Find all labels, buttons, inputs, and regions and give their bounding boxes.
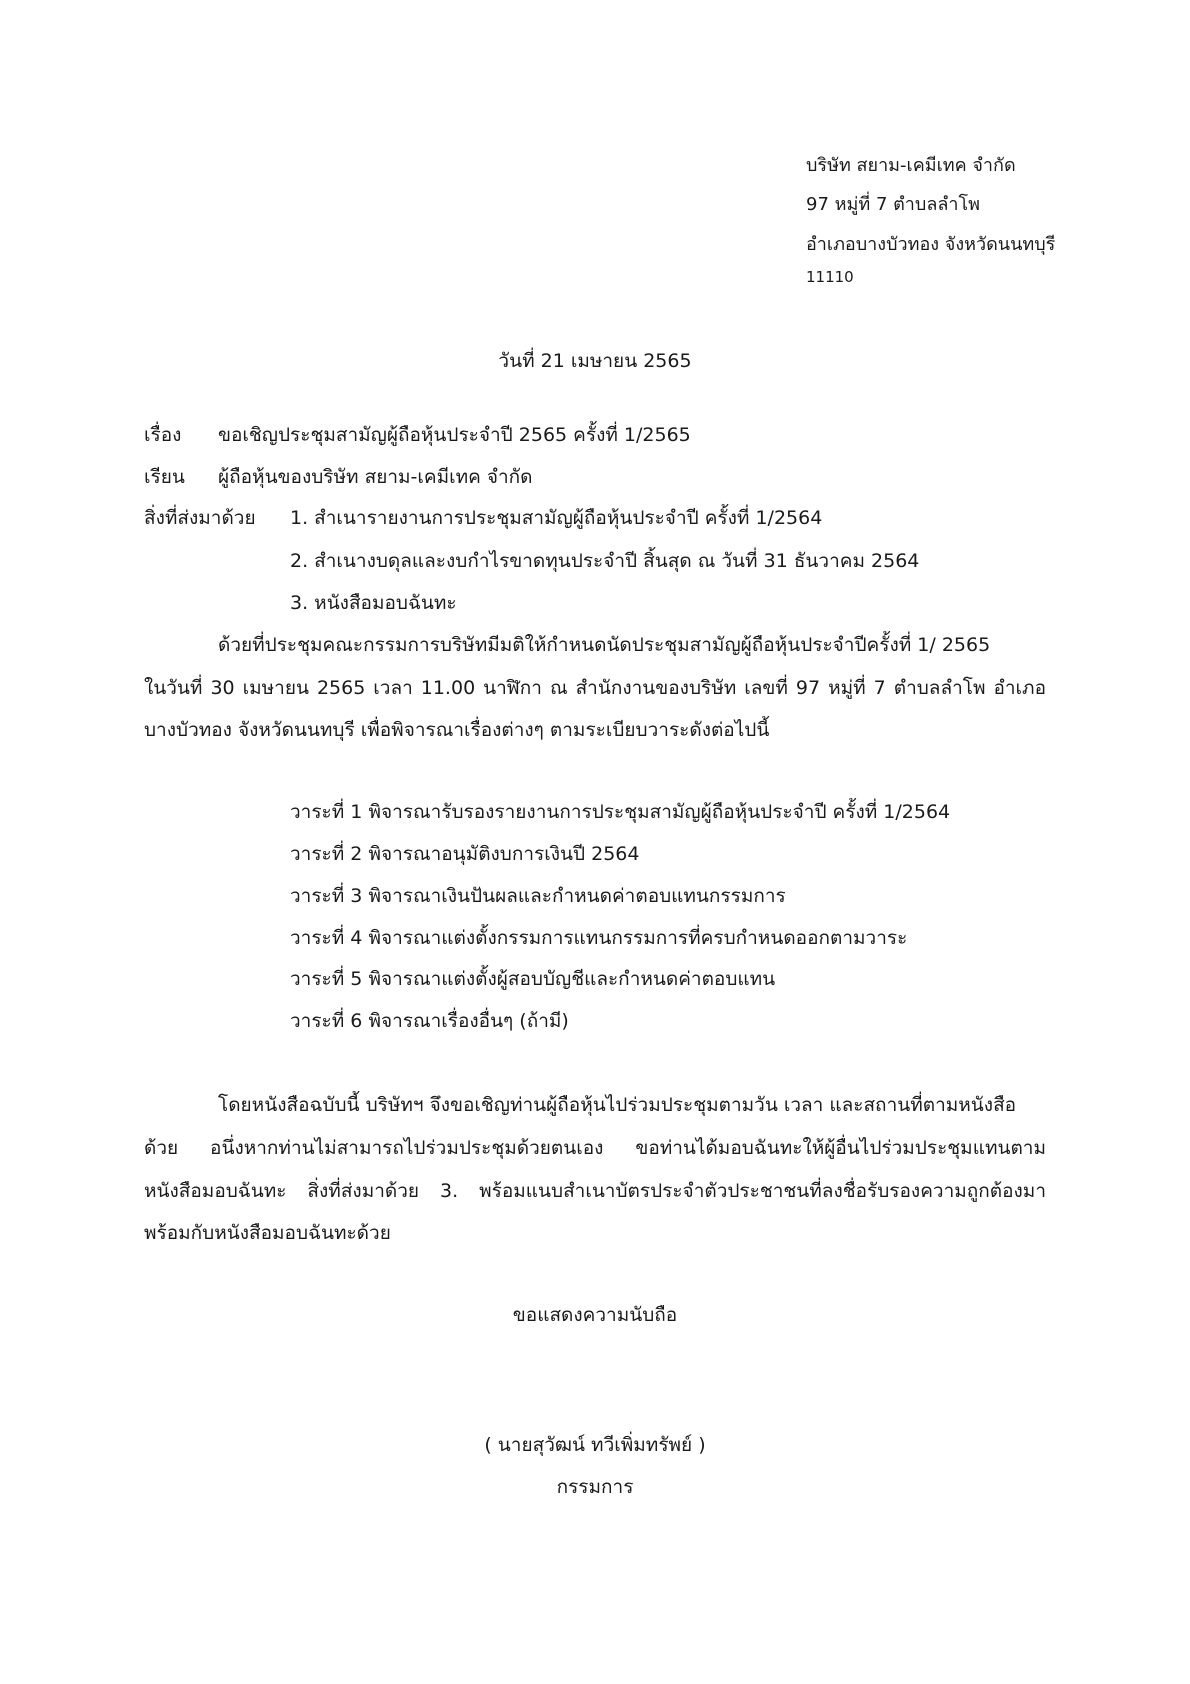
sender-address-line2: อำเภอบางบัวทอง จังหวัดนนทบุรี bbox=[806, 234, 1056, 255]
closing-line-1: โดยหนังสือฉบับนี้ บริษัทฯ จึงขอเชิญท่านผู้ถือหุ้นไปร่วมประชุมตามวัน เวลา และสถานที่ตามหนังสือ bbox=[218, 1094, 1017, 1116]
intro-line-2: ในวันที่ 30 เมษายน 2565 เวลา 11.00 นาฬิกา ณ สำนักงานของบริษัท เลขที่ 97 หมู่ที่ 7 ตำบลลำโพ อำเภอ bbox=[144, 677, 1046, 699]
agenda-item: วาระที่ 1 พิจารณารับรองรายงานการประชุมสามัญผู้ถือหุ้นประจำปี ครั้งที่ 1/2564 bbox=[290, 801, 951, 823]
closing-line-2: ด้วย อนึ่งหากท่านไม่สามารถไปร่วมประชุมด้วยตนเอง ขอท่านได้มอบฉันทะให้ผู้อื่นไปร่วมประชุมแทนตาม bbox=[144, 1137, 1046, 1159]
agenda-item: วาระที่ 4 พิจารณาแต่งตั้งกรรมการแทนกรรมการที่ครบกำหนดออกตามวาระ bbox=[290, 927, 908, 949]
enclosure-item: 2. สำเนางบดุลและงบกำไรขาดทุนประจำปี สิ้นสุด ณ วันที่ 31 ธันวาคม 2564 bbox=[290, 550, 920, 572]
signatory-title: กรรมการ bbox=[556, 1476, 634, 1498]
agenda-item: วาระที่ 6 พิจารณาเรื่องอื่นๆ (ถ้ามี) bbox=[290, 1010, 569, 1032]
sender-company: บริษัท สยาม-เคมีเทค จำกัด bbox=[806, 155, 1016, 176]
enclosures-label: สิ่งที่ส่งมาด้วย bbox=[144, 507, 256, 529]
subject-text: ขอเชิญประชุมสามัญผู้ถือหุ้นประจำปี 2565 ครั้งที่ 1/2565 bbox=[218, 424, 691, 446]
agenda-item: วาระที่ 5 พิจารณาแต่งตั้งผู้สอบบัญชีและกำหนดค่าตอบแทน bbox=[290, 968, 776, 990]
intro-line-1: ด้วยที่ประชุมคณะกรรมการบริษัทมีมติให้กำหนดนัดประชุมสามัญผู้ถือหุ้นประจำปีครั้งที่ 1/ 2565 bbox=[218, 634, 991, 656]
enclosure-item: 3. หนังสือมอบฉันทะ bbox=[290, 592, 457, 614]
salutation: ขอแสดงความนับถือ bbox=[512, 1304, 678, 1326]
intro-line-3: บางบัวทอง จังหวัดนนทบุรี เพื่อพิจารณาเรื่องต่างๆ ตามระเบียบวาระดังต่อไปนี้ bbox=[144, 719, 770, 741]
recipient-text: ผู้ถือหุ้นของบริษัท สยาม-เคมีเทค จำกัด bbox=[218, 466, 533, 488]
subject-label: เรื่อง bbox=[144, 424, 182, 446]
signatory-name: ( นายสุวัฒน์ ทวีเพิ่มทรัพย์ ) bbox=[484, 1434, 706, 1456]
agenda-item: วาระที่ 3 พิจารณาเงินปันผลและกำหนดค่าตอบแทนกรรมการ bbox=[290, 885, 786, 907]
letter-date: วันที่ 21 เมษายน 2565 bbox=[498, 350, 692, 372]
closing-line-3: หนังสือมอบฉันทะ สิ่งที่ส่งมาด้วย 3. พร้อมแนบสำเนาบัตรประจำตัวประชาชนที่ลงชื่อรับรองความถูกต้องมา bbox=[144, 1180, 1046, 1202]
sender-address-line1: 97 หมู่ที่ 7 ตำบลลำโพ bbox=[806, 194, 981, 215]
agenda-item: วาระที่ 2 พิจารณาอนุมัติงบการเงินปี 2564 bbox=[290, 843, 640, 865]
closing-line-4: พร้อมกับหนังสือมอบฉันทะด้วย bbox=[144, 1222, 391, 1244]
sender-postcode: 11110 bbox=[806, 268, 854, 286]
enclosure-item: 1. สำเนารายงานการประชุมสามัญผู้ถือหุ้นประจำปี ครั้งที่ 1/2564 bbox=[290, 507, 823, 529]
recipient-label: เรียน bbox=[144, 466, 185, 488]
